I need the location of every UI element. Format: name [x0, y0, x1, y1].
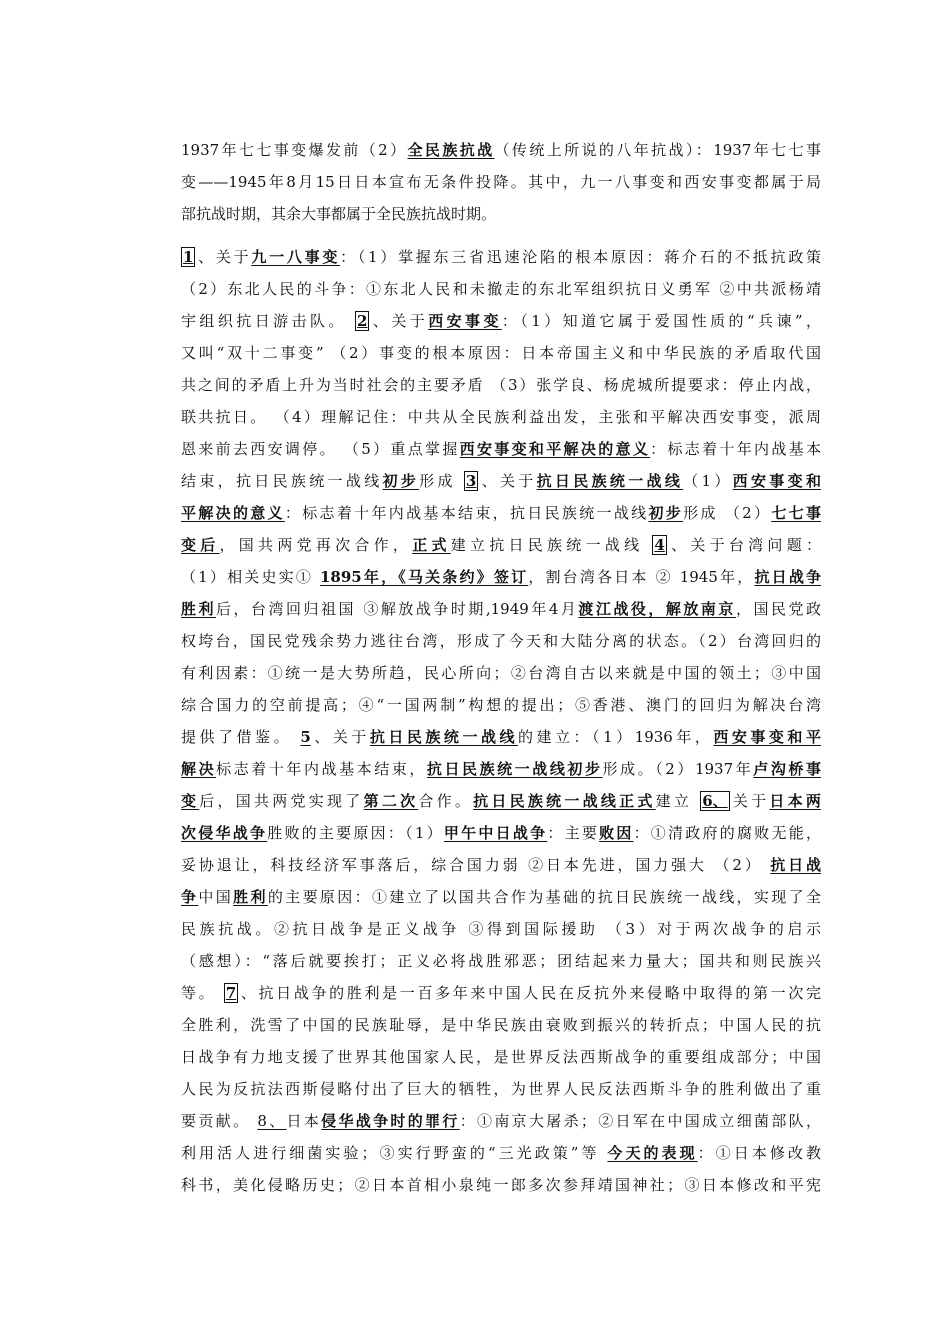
emphasis-text: 胜利	[181, 600, 217, 618]
text-line	[181, 593, 821, 625]
emphasis-text: 西安事变和平	[713, 728, 821, 746]
emphasis-text: 1895年，《马关条约》签订	[320, 568, 529, 586]
emphasis-text: 西安事变和	[732, 472, 821, 490]
document-body	[181, 134, 821, 1201]
emphasis-text: 平解决的意义	[181, 504, 285, 522]
text-run: 的主要原因：①建立了以国共合作为基础的抗日民族统一战线，实现了全	[267, 888, 821, 906]
text-run: 全胜利，洗雪了中国的民族耻辱，是中华民族由衰败到振兴的转折点；中国人民的抗	[181, 1016, 821, 1034]
text-line	[181, 465, 821, 497]
text-run: 形成	[419, 472, 464, 490]
text-line	[181, 1009, 821, 1041]
emphasis-text: 5	[300, 728, 311, 746]
text-run: 合作。	[418, 792, 474, 810]
text-run: ：①南京大屠杀；②日军在中国成立细菌部队，	[459, 1112, 821, 1130]
text-run: ，割台湾各日本 ② 1945年，	[528, 568, 755, 586]
emphasis-text: 败因	[599, 824, 634, 842]
text-line	[181, 433, 821, 465]
text-line	[181, 198, 821, 230]
text-run: 的建立：（1）1936年，	[518, 728, 714, 746]
text-run: 、关于台湾问题：	[666, 536, 821, 554]
text-run: ，国民党政	[735, 600, 821, 618]
text-run: ，国共两党再次合作，	[219, 536, 413, 554]
text-line	[181, 561, 821, 593]
emphasis-text: 抗日战	[770, 856, 821, 874]
text-line	[181, 1105, 821, 1137]
text-run: 建立	[655, 792, 701, 810]
emphasis-text: 甲午中日战争	[443, 824, 548, 842]
emphasis-text: 九一八事变	[251, 248, 341, 266]
text-run: （1）	[683, 472, 733, 490]
text-line	[181, 785, 821, 817]
text-run: 日战争有力地支援了世界其他国家人民，是世界反法西斯战争的重要组成部分；中国	[181, 1048, 821, 1066]
text-line	[181, 1169, 821, 1201]
emphasis-text: 抗日战争	[754, 568, 822, 586]
text-run: 综合国力的空前提高；④“一国两制”构想的提出；⑤香港、澳门的回归为解决台湾	[181, 696, 821, 714]
text-run: 科书，美化侵略历史；②日本首相小泉纯一郎多次参拜靖国神社；③日本修改和平宪	[181, 1176, 821, 1194]
text-line	[181, 529, 821, 561]
emphasis-text: 七七事	[771, 504, 821, 522]
text-run: 民族抗战。②抗日战争是正义战争 ③得到国际援助 （3）对于两次战争的启示	[181, 920, 821, 938]
text-run: 提供了借鉴。	[181, 728, 301, 746]
text-run: 后，国共两党实现了	[199, 792, 364, 810]
text-run: ：标志着十年内战基本	[650, 440, 821, 458]
text-run: （传统上所说的八年抗战）：1937年七七事	[494, 141, 821, 159]
text-line	[181, 721, 821, 753]
emphasis-text: 争	[181, 888, 199, 906]
paragraph-gap	[181, 230, 821, 241]
text-run: 日本	[286, 1112, 322, 1130]
text-run: 人民为反抗法西斯侵略付出了巨大的牺牲，为世界人民反法西斯斗争的胜利做出了重	[181, 1080, 821, 1098]
text-line	[181, 945, 821, 977]
text-run: 结束，抗日民族统一战线	[181, 472, 383, 490]
text-run: 权垮台，国民党残余势力逃往台湾，形成了今天和大陆分离的状态。（2）台湾回归的	[181, 632, 821, 650]
text-run: 、关于	[369, 312, 429, 330]
text-run: ：①日本修改教	[697, 1144, 821, 1162]
text-line	[181, 241, 821, 273]
emphasis-text: 抗日民族统一战线正式	[473, 792, 656, 810]
emphasis-text: 解决	[181, 760, 217, 778]
text-run: 关于	[729, 792, 770, 810]
text-run: 共之间的矛盾上升为当时社会的主要矛盾 （3）张学良、杨虎城所提要求：停止内战，	[181, 376, 821, 394]
text-run: （感想）：“落后就要挨打；正义必将战胜邪恶；团结起来力量大；国共和则民族兴	[181, 952, 821, 970]
text-run: 标志着十年内战基本结束，	[216, 760, 427, 778]
emphasis-text: 8、	[257, 1112, 287, 1130]
text-run: 部抗战时期，其余大事都属于全民族抗战时期。	[181, 205, 497, 223]
text-line	[181, 166, 821, 198]
text-line	[181, 1073, 821, 1105]
text-run: 胜败的主要原因：（1）	[267, 824, 444, 842]
text-run: 形成。（2）1937年	[602, 760, 754, 778]
text-line	[181, 625, 821, 657]
emphasis-text: 西安事变和平解决的意义	[459, 440, 651, 458]
text-line	[181, 913, 821, 945]
section-number: 3	[465, 472, 477, 490]
text-run: （2）东北人民的斗争：①东北人民和未撤走的东北军组织抗日义勇军 ②中共派杨靖	[181, 280, 821, 298]
text-line	[181, 134, 821, 166]
text-run: 联共抗日。 （4）理解记住：中共从全民族利益出发，主张和平解决西安事变，派周	[181, 408, 821, 426]
text-run: 变——1945年8月15日日本宣布无条件投降。其中，九一八事变和西安事变都属于局	[181, 173, 821, 191]
section-number: 4	[654, 536, 665, 554]
text-run: 要贡献。	[181, 1112, 258, 1130]
text-run: 等。	[181, 984, 224, 1002]
text-line	[181, 1041, 821, 1073]
text-run: 又叫“双十二事变” （2）事变的根本原因：日本帝国主义和中华民族的矛盾取代国	[181, 344, 821, 362]
text-run: 妥协退让，科技经济军事落后，综合国力弱 ②日本先进，国力强大 （2）	[181, 856, 771, 874]
text-run: ：（1）知道它属于爱国性质的“兵谏”，	[501, 312, 821, 330]
emphasis-text: 变	[181, 792, 200, 810]
emphasis-text: 日本两	[769, 792, 821, 810]
emphasis-text: 全民族抗战	[407, 141, 495, 159]
section-number: 1	[183, 248, 194, 266]
emphasis-text: 西安事变	[428, 312, 502, 330]
text-run: 恩来前去西安调停。 （5）重点掌握	[181, 440, 460, 458]
text-run: 建立抗日民族统一战线	[450, 536, 653, 554]
emphasis-text: 侵华战争时的罪行	[321, 1112, 460, 1130]
text-run: 宇组织抗日游击队。	[181, 312, 356, 330]
emphasis-text: 抗日民族统一战线	[536, 472, 684, 490]
text-line	[181, 689, 821, 721]
emphasis-text: 今天的表现	[607, 1144, 698, 1162]
emphasis-text: 次侵华战争	[181, 824, 268, 842]
section-number: 7	[225, 984, 237, 1002]
emphasis-text: 卢沟桥事	[753, 760, 821, 778]
text-line	[181, 497, 821, 529]
text-line	[181, 753, 821, 785]
emphasis-text: 抗日民族统一战线初步	[426, 760, 603, 778]
text-line	[181, 1137, 821, 1169]
emphasis-text: 抗日民族统一战线	[369, 728, 518, 746]
text-run: 1937年七七事变爆发前（2）	[181, 141, 408, 159]
text-line	[181, 305, 821, 337]
emphasis-text: 变后	[181, 536, 220, 554]
text-line	[181, 817, 821, 849]
text-run: ：标志着十年内战基本结束，抗日民族统一战线	[284, 504, 649, 522]
emphasis-text: 渡江战役，解放南京	[578, 600, 736, 618]
text-run: 有利因素：①统一是大势所趋，民心所向；②台湾自古以来就是中国的领土；③中国	[181, 664, 821, 682]
text-run: 、抗日战争的胜利是一百多年来中国人民在反抗外来侵略中取得的第一次完	[238, 984, 821, 1002]
text-run: ：（1）掌握东三省迅速沦陷的根本原因：蒋介石的不抵抗政策	[340, 248, 821, 266]
text-run: 形成 （2）	[683, 504, 772, 522]
emphasis-text: 初步	[382, 472, 420, 490]
text-line	[181, 977, 821, 1009]
text-run: 、关于	[478, 472, 537, 490]
section-number: 2	[357, 312, 368, 330]
text-run: 利用活人进行细菌实验；③实行野蛮的“三光政策”等	[181, 1144, 608, 1162]
text-run: 、关于	[195, 248, 252, 266]
text-line	[181, 369, 821, 401]
emphasis-text: 正式	[412, 536, 451, 554]
text-run: ：①清政府的腐败无能，	[633, 824, 821, 842]
emphasis-text: 胜利	[233, 888, 268, 906]
emphasis-text: 初步	[648, 504, 684, 522]
text-line	[181, 337, 821, 369]
text-line	[181, 881, 821, 913]
text-run: 后，台湾回归祖国 ③解放战争时期,1949年4月	[216, 600, 579, 618]
text-line	[181, 657, 821, 689]
text-line	[181, 849, 821, 881]
text-run: ：主要	[547, 824, 600, 842]
text-line	[181, 273, 821, 305]
text-run: （1）相关史实①	[181, 568, 320, 586]
section-number: 6、	[702, 792, 728, 810]
emphasis-text: 第二次	[363, 792, 419, 810]
text-run: 、关于	[310, 728, 370, 746]
text-line	[181, 401, 821, 433]
text-run: 中国	[198, 888, 234, 906]
